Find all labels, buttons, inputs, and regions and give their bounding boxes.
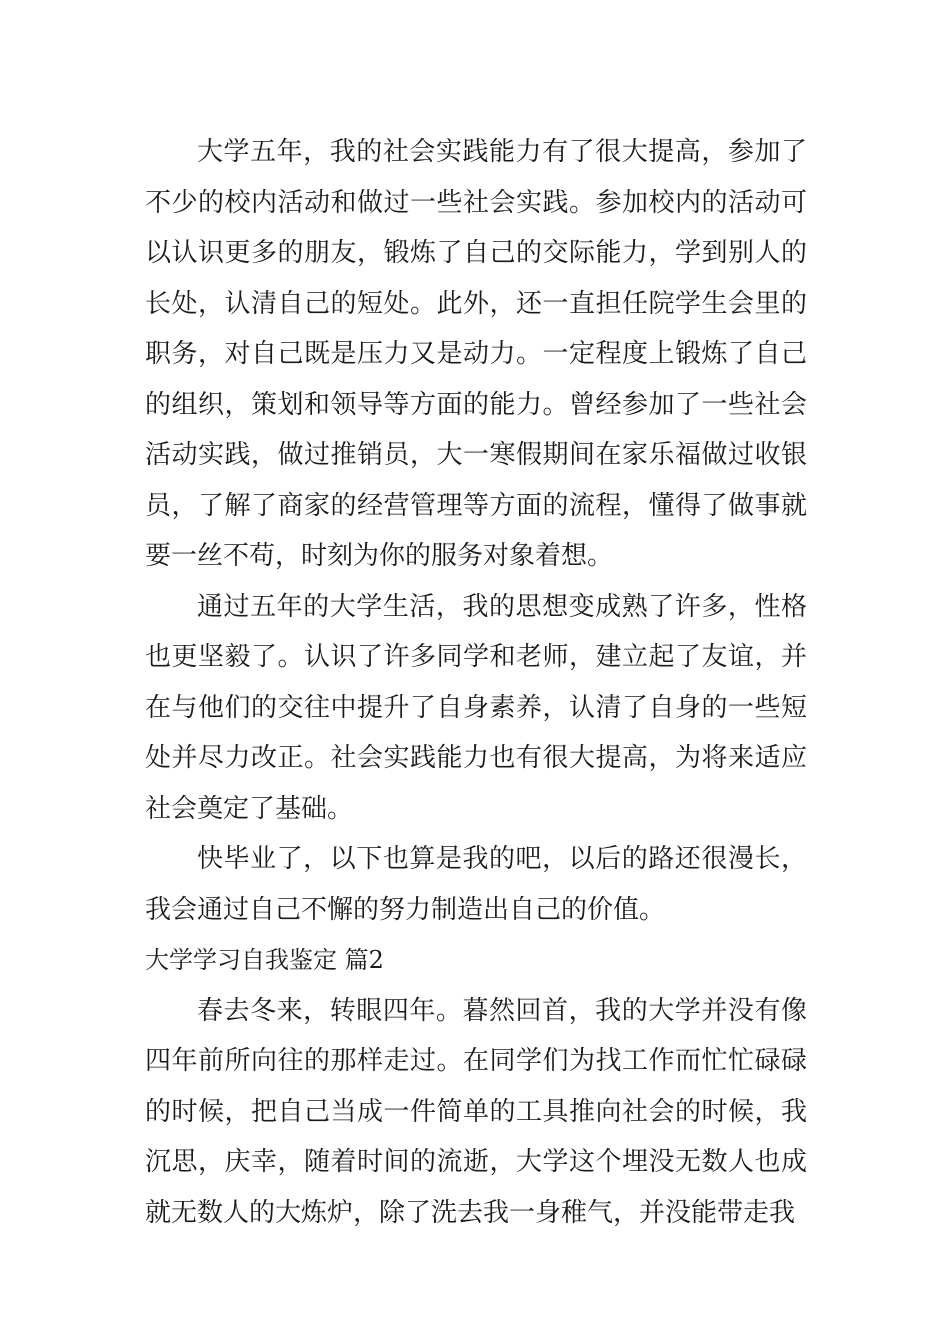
document-body — [145, 127, 807, 1238]
paragraph-graduation: 快毕业了，以下也算是我的吧，以后的路还很漫长，我会通过自己不懈的努力制造出自己的价值。 — [145, 844, 807, 925]
paragraph-personal-growth: 通过五年的大学生活，我的思想变成熟了许多，性格也更坚毅了。认识了许多同学和老师，建立起了友谊，并在与他们的交往中提升了自身素养，认清了自身的一些短处并尽力改正。社会实践能力也有很大提高，为将来适应社会奠定了基础。 — [145, 591, 807, 824]
paragraph-reflection: 春去冬来，转眼四年。暮然回首，我的大学并没有像四年前所向往的那样走过。在同学们为找工作而忙忙碌碌的时候，把自己当成一件简单的工具推向社会的时候，我沉思，庆幸，随着时间的流逝，大学这个埋没无数人也成就无数人的大炼炉，除了洗去我一身稚气，并没能带走我 — [145, 995, 807, 1228]
section-heading: 大学学习自我鉴定 篇2 — [145, 946, 384, 974]
paragraph-social-practice: 大学五年，我的社会实践能力有了很大提高，参加了不少的校内活动和做过一些社会实践。参加校内的活动可以认识更多的朋友，锻炼了自己的交际能力，学到别人的长处，认清自己的短处。此外，还一直担任院学生会里的职务，对自己既是压力又是动力。一定程度上锻炼了自己的组织，策划和领导等方面的能力。曾经参加了一些社会活动实践，做过推销员，大一寒假期间在家乐福做过收银员，了解了商家的经营管理等方面的流程，懂得了做事就要一丝不苟，时刻为你的服务对象着想。 — [145, 137, 807, 571]
